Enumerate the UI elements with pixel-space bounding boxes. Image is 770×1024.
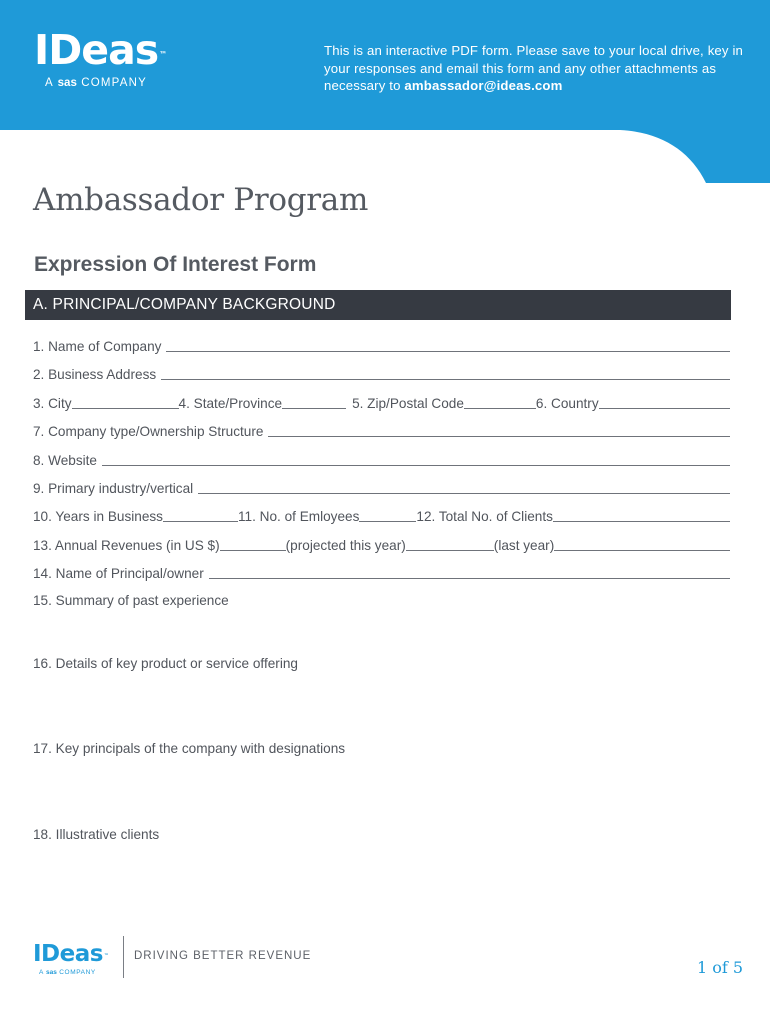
field-row-industry [33,480,730,496]
logo-wordmark: IDeas [34,26,159,74]
industry-input[interactable] [198,481,730,494]
instructions-note [324,42,754,95]
industry-label: 9. Primary industry/vertical [33,481,194,496]
employees-input[interactable] [359,509,416,522]
past-experience-label: 15. Summary of past experience [33,593,229,608]
clients-label: 12. Total No. of Clients [416,509,553,524]
field-row-company-name [33,338,730,354]
clients-input[interactable] [553,509,730,522]
company-type-label: 7. Company type/Ownership Structure [33,424,264,439]
company-name-input[interactable] [166,339,730,352]
business-address-input[interactable] [161,367,730,380]
state-input[interactable] [282,396,346,409]
field-row-principal [33,565,730,581]
city-input[interactable] [72,396,179,409]
field-row-location [33,395,730,411]
field-row-company-size [33,508,730,524]
years-label: 10. Years in Business [33,509,163,524]
field-row-company-type [33,423,730,439]
country-label: 6. Country [535,396,599,411]
revenue-label: 13. Annual Revenues (in US $) [33,538,220,553]
company-type-input[interactable] [268,424,730,437]
instructions-text: This is an interactive PDF form. Please save to your local drive, key in your responses and email this form and any other attachments as necessary to [324,43,744,93]
section-heading: A. PRINCIPAL/COMPANY BACKGROUND [25,290,731,320]
principal-input[interactable] [209,566,730,579]
last-year-revenue-input[interactable] [554,538,730,551]
revenue-input[interactable] [220,538,286,551]
footer-logo-wordmark: IDeas [33,941,103,967]
logo-tagline [34,77,166,89]
footer-divider [123,936,124,978]
business-address-label: 2. Business Address [33,367,157,382]
form-subtitle: Expression Of Interest Form [34,253,317,276]
sas-logo-text: sas [57,77,77,89]
contact-email-link[interactable]: ambassador@ideas.com [404,78,563,93]
footer-tagline: DRIVING BETTER REVENUE [134,950,312,962]
illustrative-clients-label: 18. Illustrative clients [33,827,160,842]
zip-input[interactable] [464,396,536,409]
principal-label: 14. Name of Principal/owner [33,566,204,581]
field-row-website [33,452,730,468]
years-input[interactable] [163,509,238,522]
product-offering-label: 16. Details of key product or service offering [33,656,298,671]
footer-ideas-logo [33,943,108,976]
country-input[interactable] [599,396,730,409]
ideas-logo [34,26,167,89]
page-title: Ambassador Program [33,182,369,218]
footer-sas-logo-text: sas [45,969,57,976]
footer-trademark-symbol: ™ [103,953,109,959]
page-number: 1 of 5 [697,958,744,977]
field-row-revenue [33,537,730,553]
state-label: 4. State/Province [178,396,283,411]
employees-label: 11. No. of Emloyees [237,509,360,524]
city-label: 3. City [33,396,72,411]
website-input[interactable] [102,453,730,466]
logo-sub-suffix: COMPANY [81,77,147,89]
website-label: 8. Website [33,453,97,468]
trademark-symbol: ™ [159,50,167,59]
footer-logo-sub-prefix: A [39,969,44,976]
last-year-label: (last year) [493,538,555,553]
footer-logo-sub-suffix: COMPANY [59,969,96,976]
footer-logo-tagline [33,969,108,976]
key-principals-label: 17. Key principals of the company with designations [33,741,346,756]
logo-sub-prefix: A [45,77,54,89]
company-name-label: 1. Name of Company [33,339,162,354]
projected-revenue-input[interactable] [406,538,494,551]
field-row-business-address [33,366,730,382]
projected-label: (projected this year) [285,538,406,553]
zip-label: 5. Zip/Postal Code [352,396,464,411]
